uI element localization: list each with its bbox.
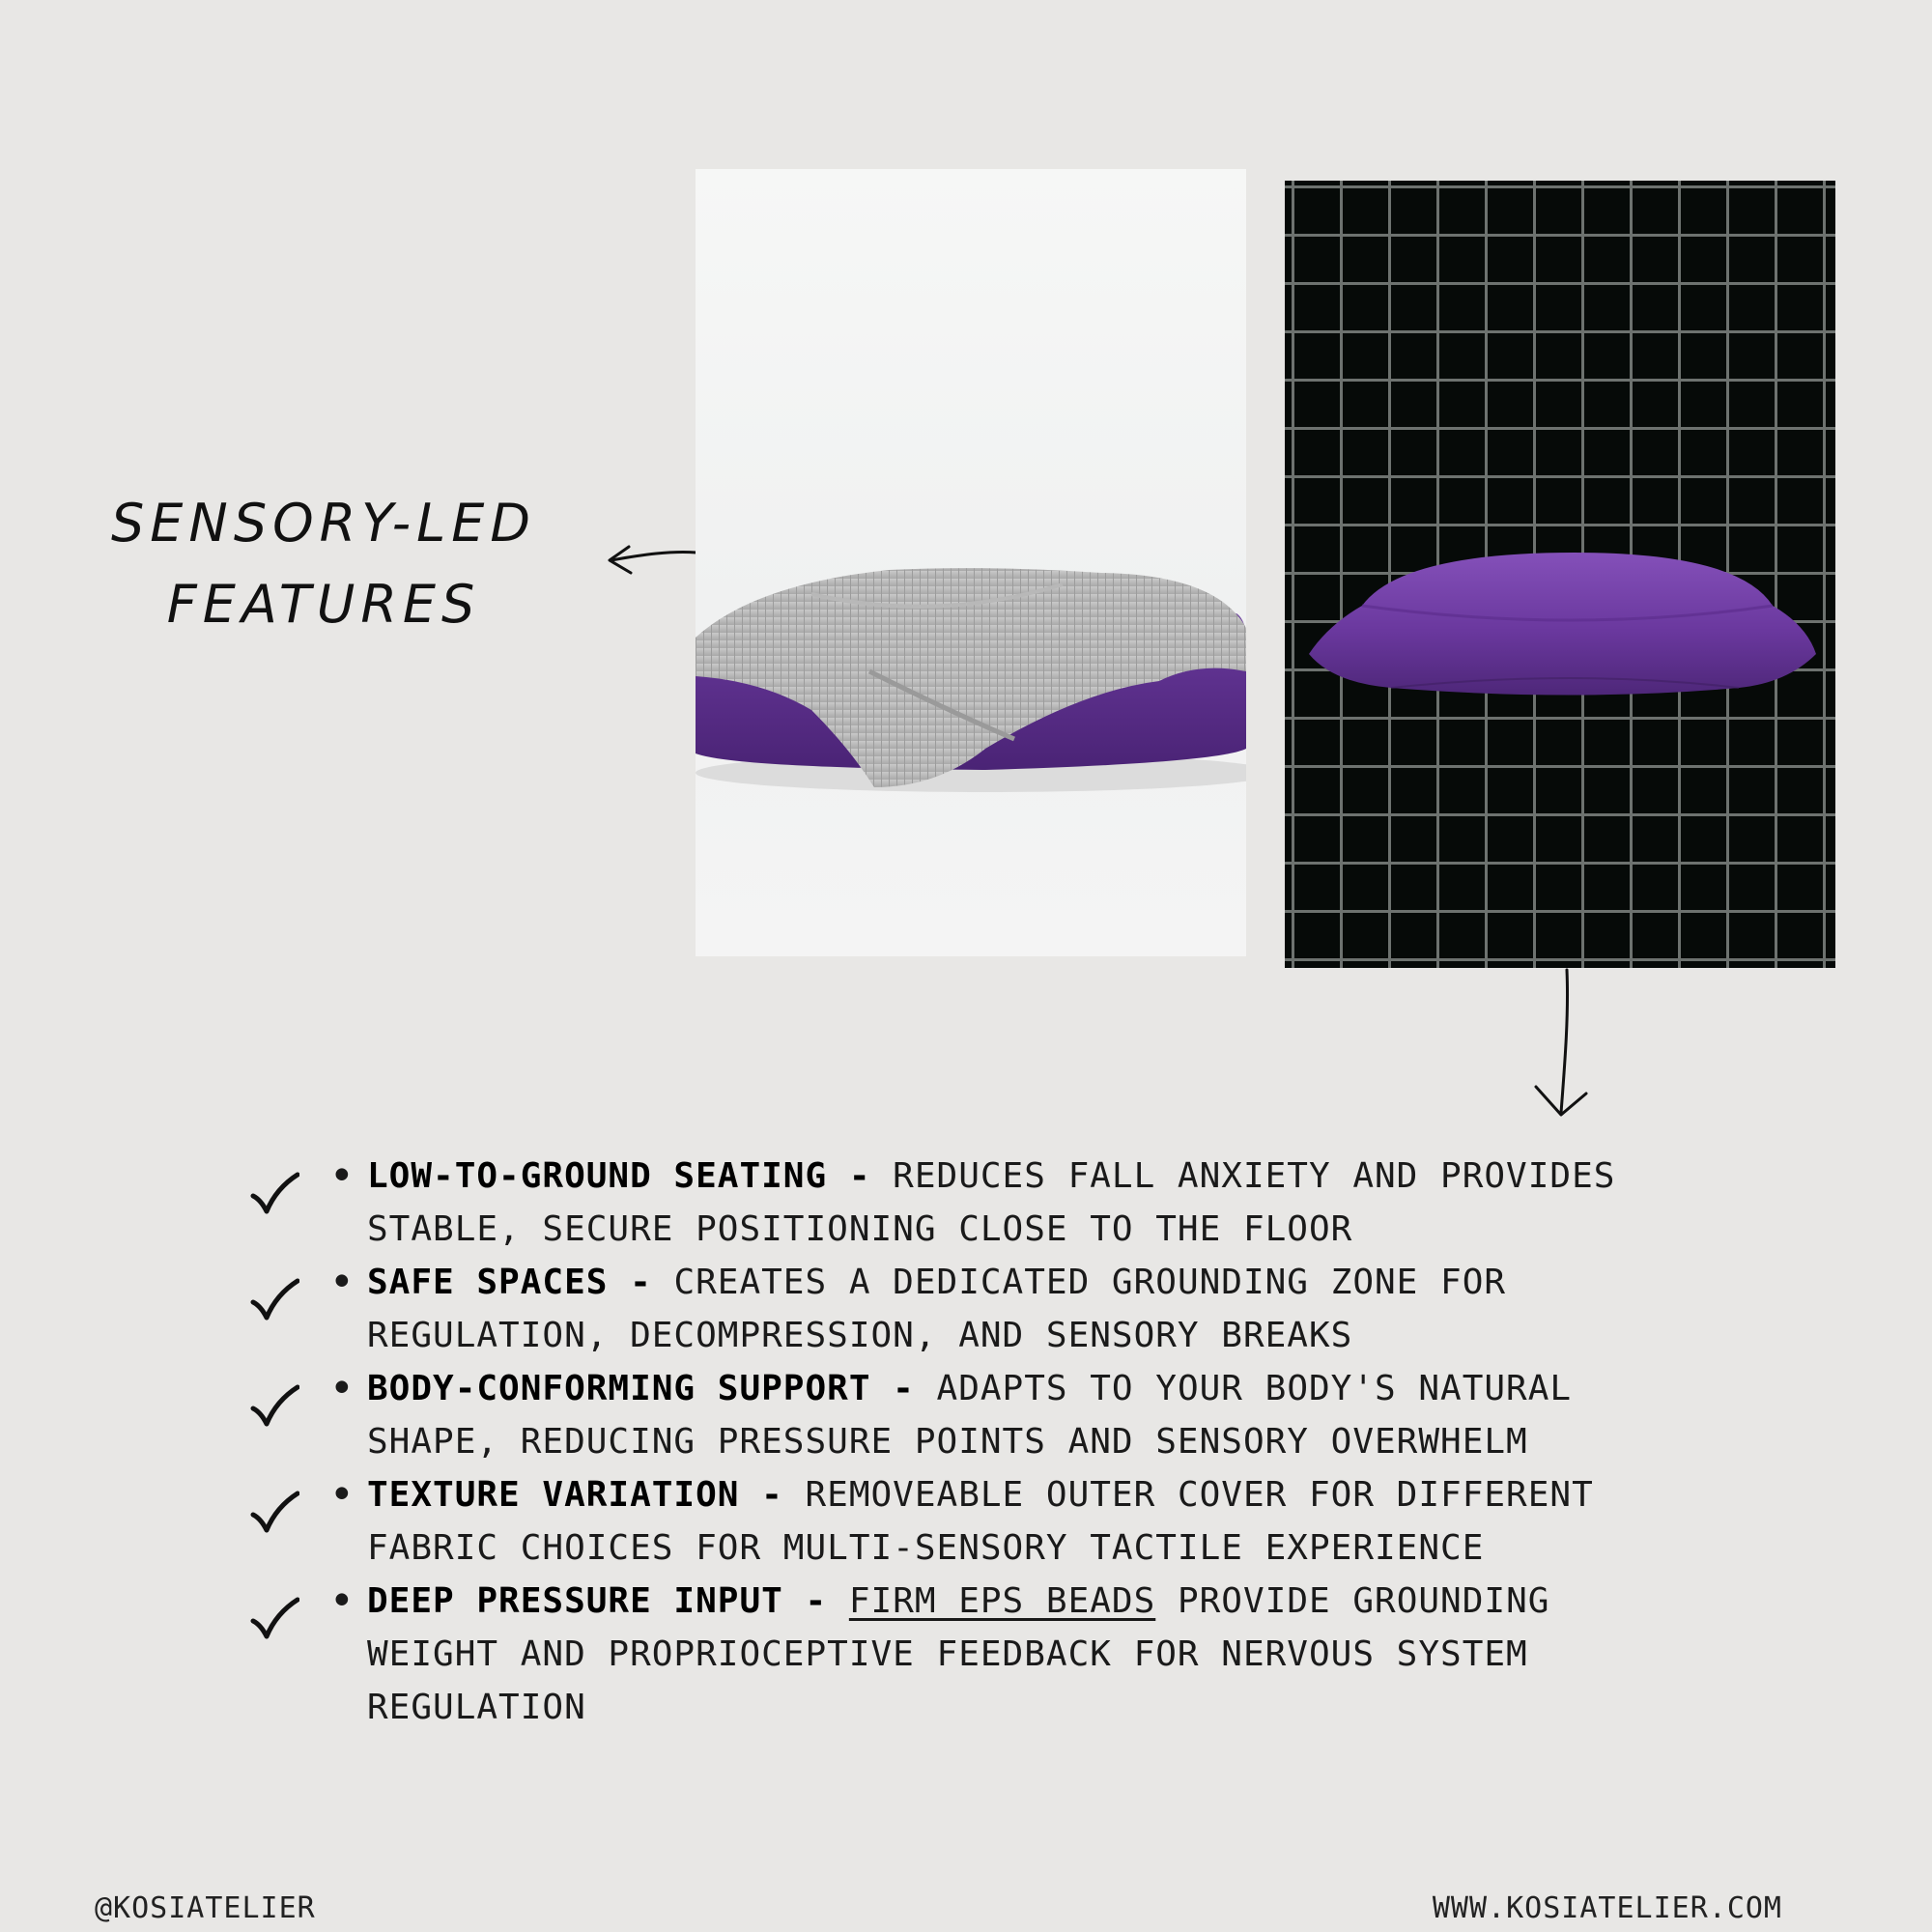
feature-item	[242, 1468, 1690, 1575]
checkmark-icon	[249, 1596, 299, 1642]
feature-highlight: FIRM EPS BEADS	[848, 1581, 1156, 1621]
feature-item	[242, 1362, 1690, 1468]
feature-title: LOW-TO-GROUND SEATING -	[367, 1156, 871, 1196]
feature-title: DEEP PRESSURE INPUT -	[367, 1581, 828, 1621]
feature-title: BODY-CONFORMING SUPPORT -	[367, 1369, 915, 1408]
bullet: •	[331, 1581, 354, 1621]
bullet: •	[331, 1369, 354, 1408]
checkmark-icon	[249, 1277, 299, 1323]
feature-text: PROVIDE GROUNDING WEIGHT AND PROPRIOCEPTIVE FEEDBACK FOR NERVOUS SYSTEM REGULATION	[367, 1581, 1550, 1727]
feature-item	[242, 1150, 1690, 1256]
feature-title: TEXTURE VARIATION -	[367, 1475, 783, 1515]
checkmark-icon	[249, 1171, 299, 1217]
social-handle: @KOSIATELIER	[95, 1891, 316, 1925]
feature-title: SAFE SPACES -	[367, 1263, 652, 1302]
feature-list	[242, 1150, 1690, 1734]
heading-line-2: FEATURES	[166, 574, 481, 635]
checkmark-icon	[249, 1383, 299, 1430]
checkmark-icon	[249, 1490, 299, 1536]
feature-item	[242, 1575, 1690, 1734]
feature-text: REDUCES FALL ANXIETY AND PROVIDES STABLE, SECURE POSITIONING CLOSE TO THE FLOOR	[367, 1156, 1616, 1249]
feature-text: CREATES A DEDICATED GROUNDING ZONE FOR REGULATION, DECOMPRESSION, AND SENSORY BREAKS	[367, 1263, 1507, 1355]
bullet: •	[331, 1263, 354, 1302]
feature-text: REMOVEABLE OUTER COVER FOR DIFFERENT FABRIC CHOICES FOR MULTI-SENSORY TACTILE EXPERIENCE	[367, 1475, 1594, 1568]
arrow-down-icon	[1526, 966, 1594, 1125]
feature-item	[242, 1256, 1690, 1362]
feature-text: ADAPTS TO YOUR BODY'S NATURAL SHAPE, REDUCING PRESSURE POINTS AND SENSORY OVERWHELM	[367, 1369, 1573, 1462]
section-heading	[92, 483, 555, 645]
arrow-left-icon	[604, 541, 700, 580]
heading-line-1: SENSORY-LED	[111, 493, 536, 554]
bullet: •	[331, 1156, 354, 1196]
website-url: WWW.KOSIATELIER.COM	[1432, 1891, 1782, 1925]
pillow-on-grid-photo	[1285, 181, 1835, 968]
bullet: •	[331, 1475, 354, 1515]
pillow-with-blanket-photo	[696, 169, 1246, 956]
